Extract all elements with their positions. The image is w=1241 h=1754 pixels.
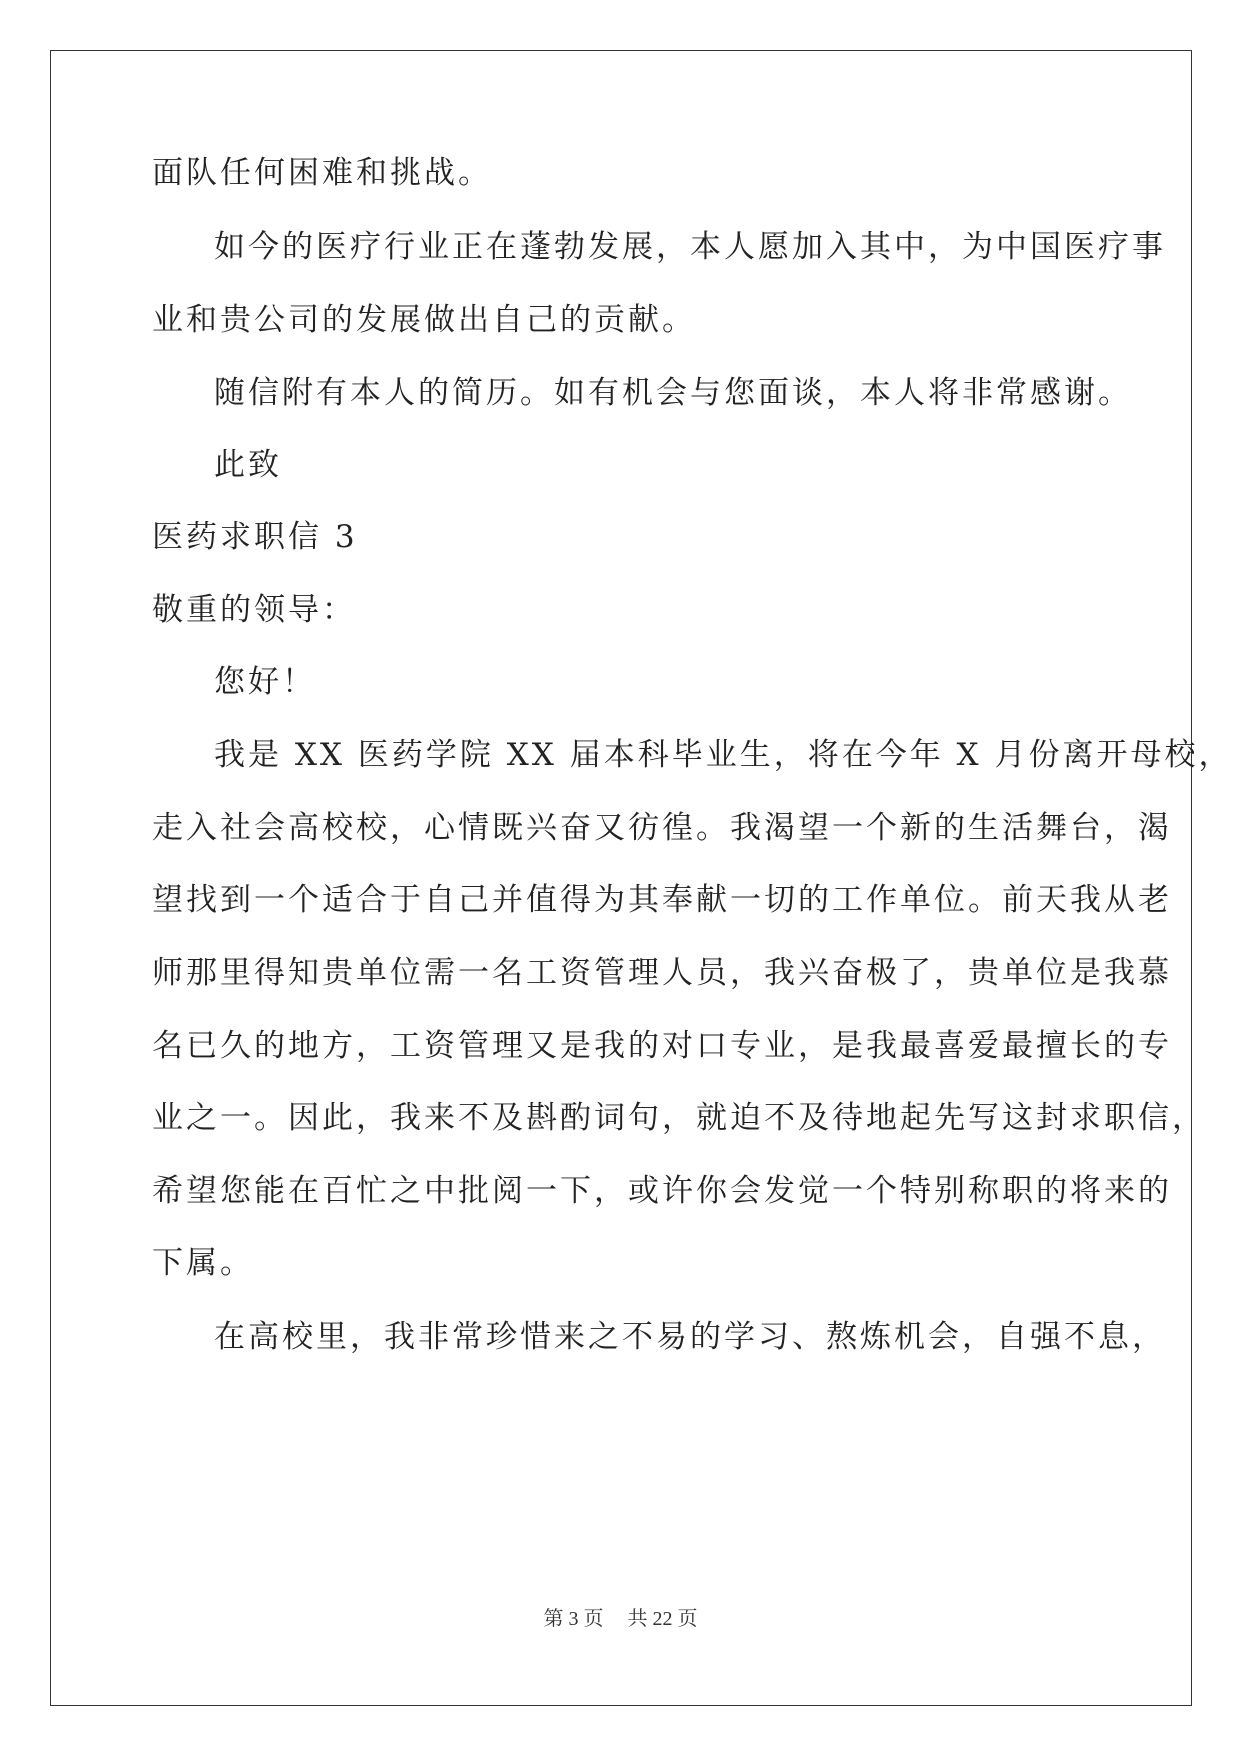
paragraph-line: 望找到一个适合于自己并值得为其奉献一切的工作单位。前天我从老 — [152, 882, 1172, 918]
section-title: 医药求职信 3 — [152, 519, 358, 555]
page-footer — [0, 1602, 1241, 1631]
paragraph-line: 随信附有本人的简历。如有机会与您面谈，本人将非常感谢。 — [214, 375, 1132, 411]
paragraph-line: 我是 XX 医药学院 XX 届本科毕业生，将在今年 X 月份离开母校， — [214, 737, 1233, 773]
page-number: 第 3 页 — [543, 1608, 604, 1630]
page-total: 共 22 页 — [627, 1608, 698, 1630]
paragraph-line: 在高校里，我非常珍惜来之不易的学习、熬炼机会，自强不息， — [214, 1319, 1166, 1355]
paragraph-line: 下属。 — [152, 1245, 254, 1281]
paragraph-line: 希望您能在百忙之中批阅一下，或许你会发觉一个特别称职的将来的 — [152, 1173, 1172, 1209]
paragraph-line: 走入社会高校校，心情既兴奋又彷徨。我渴望一个新的生活舞台，渴 — [152, 810, 1172, 846]
greeting-line: 您好！ — [214, 664, 316, 700]
greeting: 敬重的领导： — [152, 592, 356, 628]
paragraph-line: 业之一。因此，我来不及斟酌词句，就迫不及待地起先写这封求职信， — [152, 1100, 1206, 1136]
closing-salutation: 此致 — [214, 447, 282, 483]
paragraph-line: 业和贵公司的发展做出自己的贡献。 — [152, 302, 696, 338]
paragraph-line: 面队任何困难和挑战。 — [152, 155, 492, 191]
paragraph-line: 师那里得知贵单位需一名工资管理人员，我兴奋极了，贵单位是我慕 — [152, 955, 1172, 991]
page-frame — [50, 50, 1192, 1706]
paragraph-line: 名已久的地方，工资管理又是我的对口专业，是我最喜爱最擅长的专 — [152, 1028, 1172, 1064]
paragraph-line: 如今的医疗行业正在蓬勃发展，本人愿加入其中，为中国医疗事 — [214, 229, 1166, 265]
